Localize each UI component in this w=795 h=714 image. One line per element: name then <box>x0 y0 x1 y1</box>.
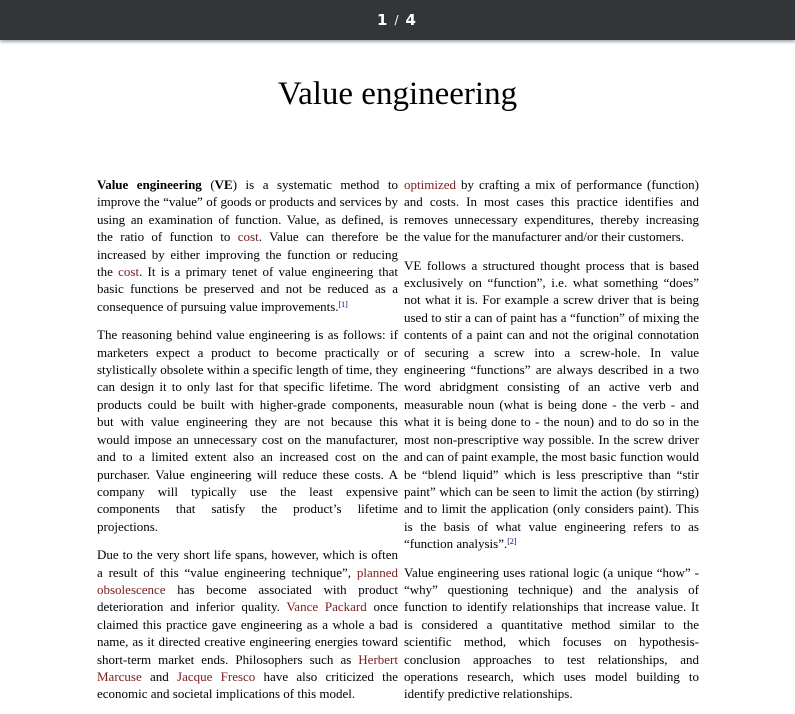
link-vance-packard[interactable]: Vance Packard <box>286 599 367 615</box>
paragraph <box>404 176 699 246</box>
left-column <box>97 176 398 714</box>
paragraph <box>97 546 398 703</box>
text-run: once claimed this practice gave engineering as a whole a bad name, as it directed creative engineering energies toward short-term market ends. Philosophers such as <box>97 599 398 667</box>
right-column <box>404 176 699 714</box>
link-optimized[interactable]: optimized <box>404 177 456 192</box>
text-run: . Value can therefore be increased by either improving the function or reducing the <box>97 229 398 280</box>
text-run: ( <box>201 177 215 192</box>
page-current: 1 <box>377 11 390 29</box>
link-planned-obsolescence[interactable]: planned obsolescence <box>97 564 398 597</box>
paragraph <box>404 257 699 553</box>
link-cost[interactable]: cost <box>118 264 140 280</box>
text-run: . It is a primary tenet of value engineering that basic functions be preserved and not be reduced as a consequence of pursuing value improvements. <box>97 264 398 314</box>
page-total: 4 <box>405 11 418 29</box>
pdf-toolbar <box>0 0 795 40</box>
text-run: and <box>141 668 178 684</box>
text-run: have also criticized the economic and societal implications of this model. <box>97 668 398 702</box>
paragraph <box>97 176 398 315</box>
text-run: Value engineering uses rational logic (a unique “how” - “why” questioning technique) and the analysis of function to identify relationships that increase value. It is considered a quantitative method similar to the scientific method, which focuses on hypothesis-conclusion approaches to test relationships, and operations research, which uses model building to identify predictive relationships. <box>404 564 699 702</box>
document-page <box>0 40 795 702</box>
text-run: ) is a systematic method to improve the “value” of goods or products and services by using an examination of function. Value, as defined, is the ratio of function to <box>97 177 398 245</box>
text-run: has become associated with product deterioration and inferior quality. <box>97 581 398 615</box>
page-title: Value engineering <box>277 76 518 112</box>
abbr-bold: VE <box>214 177 233 192</box>
term-bold: Value engineering <box>97 177 202 192</box>
link-cost[interactable]: cost <box>237 229 259 245</box>
paragraph: The reasoning behind value engineering is as follows: if marketers expect a product to become practically or stylistically obsolete within a specific length of time, they can design it to only last for that specific lifetime. The products could be built with higher-grade components, but with value engineering they are not because this would impose an unnecessary cost on the manufacturer, and to a limited extent also an increased cost on the purchaser. Value engineering will reduce these costs. A company will typically use the least expensive components that satisfy the product’s lifetime projections. <box>97 327 398 534</box>
reference-1[interactable]: [1] <box>338 299 348 309</box>
page-separator: / <box>394 13 401 27</box>
text-run: by crafting a mix of performance (function) and costs. In most cases this practice identifies and removes unnecessary expenditures, thereby increasing the value for the manufacturer and/or their customers. <box>404 177 699 245</box>
paragraph <box>404 564 699 703</box>
reference-2[interactable]: [2] <box>507 537 517 547</box>
text-run: Due to the very short life spans, however, which is often a result of this “value engineering technique”, <box>97 547 398 580</box>
link-herbert-marcuse[interactable]: Herbert Marcuse <box>97 651 398 684</box>
link-jacque-fresco[interactable]: Jacque Fresco <box>177 668 256 684</box>
text-run: VE follows a structured thought process that is based exclusively on “function”, i.e. what something “does” not what it is. For example a screw driver that is being used to stir a can of paint has a “function” of mixing the contents of a paint can and not the original connotation of securing a screw into a screw-hole. In value engineering “functions” are always described in a two word abridgment consisting of an active verb and measurable noun (what is being done - the verb - and what it is being done to - the noun) and to do so in the most non-prescriptive way possible. In the screw driver and can of paint example, the most basic function would be “blend liquid” which is less prescriptive than “stir paint” which can be seen to limit the action (by stirring) and to limit the application (only considers paint). This is the basis of what value engineering refers to as “function analysis”. <box>404 257 699 552</box>
